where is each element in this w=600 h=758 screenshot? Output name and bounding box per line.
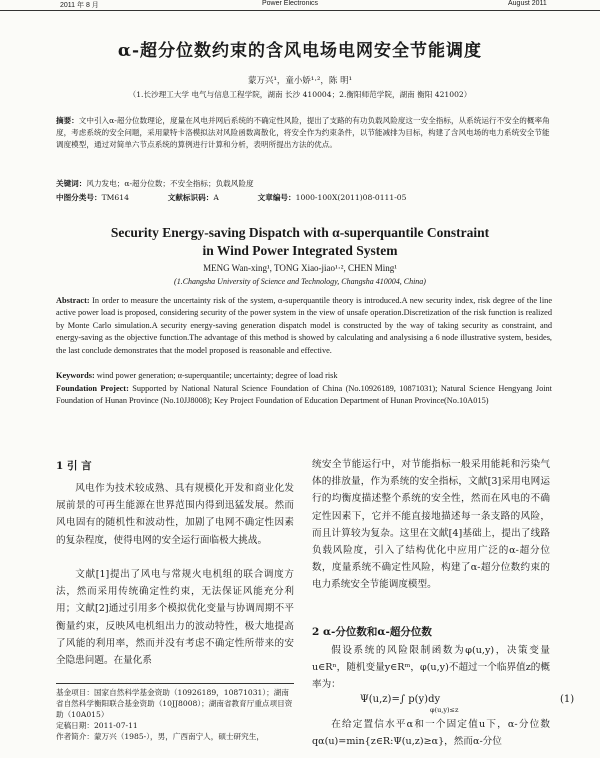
classification-row xyxy=(56,192,552,204)
chinese-affiliation: （1.长沙理工大学 电气与信息工程学院，湖南 长沙 410004；2.衡阳师范学院，湖南 衡阳 421002） xyxy=(128,90,472,99)
right-col-paragraph-3: 在给定置信水平α和一个固定值u下，α-分位数qα(u)=min{z∈R:Ψ(u,z)≥α}，然而α-分位 xyxy=(312,719,550,748)
footnote-funding: 基金项目：国家自然科学基金资助（10926189，10871031）；湖南省自然科学衡阳联合基金资助（10JJ8008）；湖南省教育厅重点项目资助（10A015） xyxy=(56,688,293,719)
foundation-label: Foundation Project: xyxy=(56,384,129,393)
en-keywords-label: Keywords: xyxy=(56,371,95,380)
equation-body: Ψ(u,z)=∫ p(y)dy xyxy=(360,694,441,705)
equation-number: (1) xyxy=(560,694,575,705)
chinese-title: α-超分位数约束的含风电场电网安全节能调度 xyxy=(117,41,483,61)
left-col-paragraph-1: 风电作为技术较成熟、具有规模化开发和商业化发展前景的可再生能源在世界范围内得到迅猛发展。然而风电固有的随机性和波动性，加剧了电网不确定性因素的复杂程度，使得电网的安全运行面临极大挑战。 xyxy=(56,483,294,546)
left-col-paragraph-2: 文献[1]提出了风电与常规火电机组的联合调度方法，然而采用传统确定性约束，无法保证风能充分利用；文献[2]通过引用多个模拟优化变量与协调周期不平衡量约束，反映风电机组出力的波动特性，极大地提高了风能的利用率，然而并没有考虑不确定性所带来的安全隐患问题。在量化系 xyxy=(56,569,294,667)
abstract-label: 摘要： xyxy=(56,116,79,125)
footnote-date: 定稿日期：2011-07-11 xyxy=(56,721,138,730)
running-header xyxy=(0,0,600,11)
english-affiliation: (1.Changsha University of Science and Technology, Changsha 410004, China) xyxy=(174,277,426,286)
doc-code-value: A xyxy=(213,193,219,202)
chinese-authors: 蒙万兴¹，童小娇¹·²，陈 明¹ xyxy=(247,76,353,86)
footnote-author: 作者简介：蒙万兴（1985-），男，广西南宁人，硕士研究生， xyxy=(56,732,264,741)
equation-limit: φ(u,y)≤z xyxy=(430,706,459,714)
foundation-project xyxy=(56,383,552,408)
class-value: TM614 xyxy=(101,193,129,202)
class-label: 中图分类号： xyxy=(56,193,102,202)
header-journal: Power Electronics xyxy=(262,0,319,7)
footnotes xyxy=(56,683,294,742)
abstract-text: 文中引入α-超分位数理论，度量在风电并网后系统的不确定性风险，提出了支路的有功负载风险度这一安全指标，从系统运行不安全的概率角度，考虑系统的安全问题，采用蒙特卡洛模拟法对风险函数离散化，将安全作为约束条件，以节能减排为目标，构建了含风电场的电力系统安全节能调度模型，通过对简单六节点系统的算例进行计算和分析，表明所提出方法的优点。 xyxy=(56,116,550,149)
foundation-text: Supported by National Natural Science Foundation of China (No.10926189, 10871031); Natural Science Hengyang Joint Foundation of Hunan Province (No.10JJ8008); Key Project Foundation of Education Department of Hunan Province(No.10A015) xyxy=(56,384,552,406)
header-date-en: August 2011 xyxy=(508,0,547,7)
keywords-text: 风力发电；α-超分位数；不安全指标；负载风险度 xyxy=(86,179,254,188)
doc-code-label: 文献标识码： xyxy=(167,193,214,202)
keywords-label: 关键词： xyxy=(56,179,87,188)
english-keywords xyxy=(56,370,552,382)
article-no-label: 文章编号： xyxy=(257,193,296,202)
section-1-heading: 1 引 言 xyxy=(56,460,92,472)
english-authors: MENG Wan-xing¹, TONG Xiao-jiao¹·², CHEN Ming¹ xyxy=(203,263,397,273)
english-title-line-1: Security Energy-saving Dispatch with α-superquantile Constraint xyxy=(110,225,490,240)
right-col-paragraph-2: 假设系统的风险限制函数为φ(u,y)，决策变量u∈Rⁿ，随机变量y∈Rᵐ，φ(u,y)不超过一个临界值z的概率为： xyxy=(312,645,550,691)
section-2-heading: 2 α-分位数和α-超分位数 xyxy=(312,626,432,638)
chinese-abstract xyxy=(56,115,552,151)
equation-1 xyxy=(360,694,590,714)
en-abstract-label: Abstract: xyxy=(56,296,90,305)
header-date-cn: 2011 年 8 月 xyxy=(60,2,99,9)
en-abstract-text: In order to measure the uncertainty risk of the system, α-superquantile theory is introduced.A new security index, risk degree of the line active power load is proposed, considering security of the power system in the view of unsafe operation.Discretization of the risk function is realized by Monte Carlo simulation.A security energy-saving generation dispatch model is constructed by the way of taking security as constraint, and energy-saving as the objective function.The advantage of this method is showed by calculating and analysising a 6 node illustrative system, besides, the last conclude demonstrates that the model proposed is reasonable and effective. xyxy=(56,296,552,355)
english-title-line-2: in Wind Power Integrated System xyxy=(202,243,398,258)
article-no-value: 1000-100X(2011)08-0111-05 xyxy=(295,193,407,202)
right-col-paragraph-1: 统安全节能运行中，对节能指标一般采用能耗和污染气体的排放量，作为系统的安全指标，文献[3]采用电网运行的均衡度描述整个系统的安全性，然而在风电的不确定性因素下，它并不能直接地描述每一条支路的风险，而且计算较为复杂。这里在文献[4]基础上，提出了线路负载风险度，引入了结构优化中应用广泛的α-超分位数，度量系统不确定性风险，构建了α-超分位数约束的电力系统安全节能调度模型。 xyxy=(312,459,550,591)
chinese-keywords xyxy=(56,178,552,190)
en-keywords-text: wind power generation; α-superquantile; uncertainty; degree of load risk xyxy=(96,371,338,380)
english-abstract xyxy=(56,295,552,357)
